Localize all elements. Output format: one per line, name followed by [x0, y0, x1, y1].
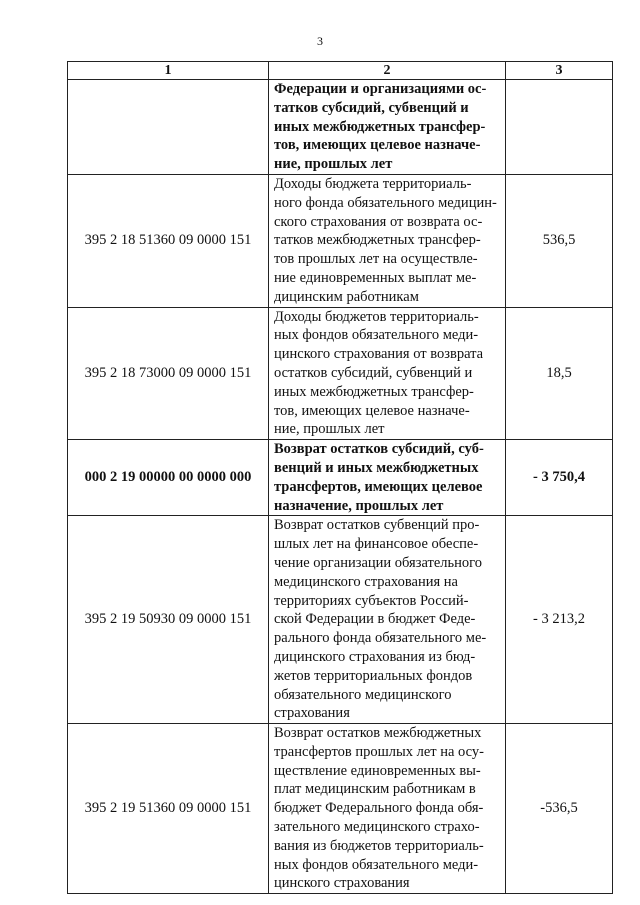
- row-amount: - 3 213,2: [506, 516, 613, 724]
- column-header-amount: 3: [506, 62, 613, 80]
- row-code: [68, 80, 269, 175]
- row-name: Доходы бюджетов территориаль- ных фондов обязательного меди- цинского страхования от возврата остатков субсидий, субвенций и иных межбюджетных трансфер- тов, имеющих целевое назначе- ние, прошлых лет: [269, 307, 506, 440]
- row-amount: 18,5: [506, 307, 613, 440]
- table-row: [68, 724, 613, 894]
- budget-revenue-table: [67, 61, 613, 894]
- row-code: 000 2 19 00000 00 0000 000: [68, 440, 269, 516]
- table-row: [68, 307, 613, 440]
- page-number: 3: [317, 34, 323, 48]
- column-header-code: 1: [68, 62, 269, 80]
- row-name: Возврат остатков межбюджетных трансфертов прошлых лет на осу- ществление единовременных вы- плат медицинским работникам в бюджет Федерального фонда обя- зательного медицинского страхо- вания из бюджетов территориаль- ных фондов обязательного меди- цинского страхования: [269, 724, 506, 894]
- row-code: 395 2 18 73000 09 0000 151: [68, 307, 269, 440]
- table-header-row: [68, 62, 613, 80]
- table-row: [68, 80, 613, 175]
- row-amount: -536,5: [506, 724, 613, 894]
- row-code: 395 2 19 51360 09 0000 151: [68, 724, 269, 894]
- row-name: Возврат остатков субсидий, суб- венций и иных межбюджетных трансфертов, имеющих целевое назначение, прошлых лет: [269, 440, 506, 516]
- row-code: 395 2 19 50930 09 0000 151: [68, 516, 269, 724]
- column-header-name: 2: [269, 62, 506, 80]
- table-row: [68, 516, 613, 724]
- row-code: 395 2 18 51360 09 0000 151: [68, 174, 269, 307]
- table-row: [68, 174, 613, 307]
- table-row: [68, 440, 613, 516]
- row-name: Возврат остатков субвенций про- шлых лет на финансовое обеспе- чение организации обязательного медицинского страхования на территориях субъектов Россий- ской Федерации в бюджет Феде- рального фонда обязательного ме- дицинского страхования из бюд- жетов территориальных фондов обязательного медицинского страхования: [269, 516, 506, 724]
- row-amount: - 3 750,4: [506, 440, 613, 516]
- row-name: Федерации и организациями ос- татков субсидий, субвенций и иных межбюджетных трансфер- тов, имеющих целевое назначе- ние, прошлых лет: [269, 80, 506, 175]
- row-name: Доходы бюджета территориаль- ного фонда обязательного медицин- ского страхования от возврата ос- татков межбюджетных трансфер- тов прошлых лет на осуществле- ние единовременных выплат ме- дицинским работникам: [269, 174, 506, 307]
- row-amount: 536,5: [506, 174, 613, 307]
- row-amount: [506, 80, 613, 175]
